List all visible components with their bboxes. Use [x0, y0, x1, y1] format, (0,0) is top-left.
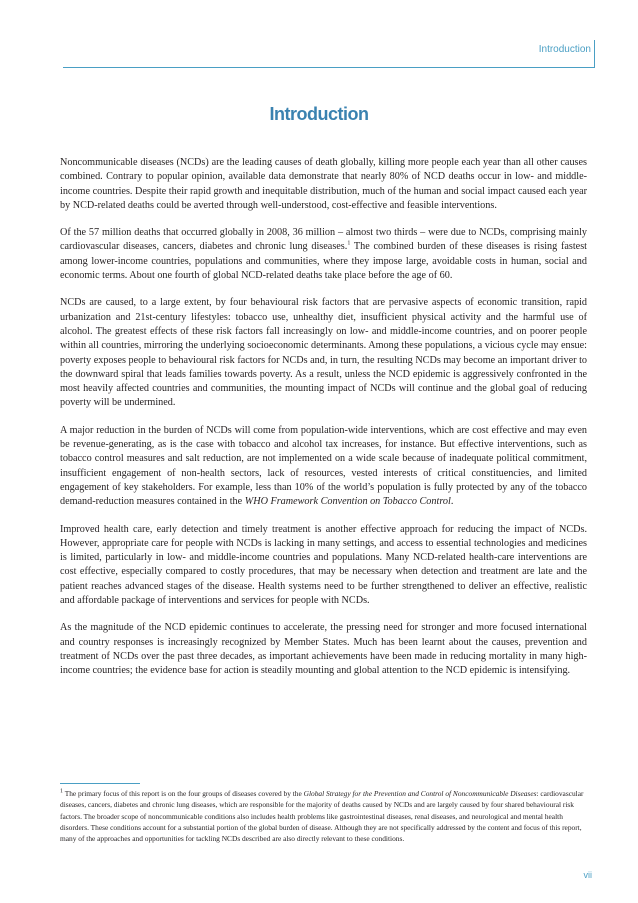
header-rule [63, 67, 594, 68]
global-strategy-title: Global Strategy for the Prevention and Control of Noncommunicable Diseases [303, 789, 537, 798]
footnote-text-a: The primary focus of this report is on the four groups of diseases covered by the [63, 789, 304, 798]
paragraph-1: Noncommunicable diseases (NCDs) are the leading causes of death globally, killing more people each year than all other causes combined. Contrary to popular opinion, available data demonstrate that nearly 80% of NCD deaths occur in low- and middle-income countries. Despite their rapid growth and inequitable distribution, much of the human and social impact caused each year by NCD-related deaths could be averted through well-understood, cost-effective and feasible interventions. [60, 157, 587, 211]
paragraph-2-text-a: Of the 57 million deaths that occurred globally in 2008, 36 million – almost two thirds – were due to NCDs, comprising mainly cardiovascular diseases, cancers, diabetes and chronic lung diseases. [60, 227, 587, 253]
paragraph-4-text-a: A major reduction in the burden of NCDs will come from population-wide interventions, which are cost effective and may even be revenue-generating, as is the case with tobacco and alcohol tax increases, for instance. But effective interventions, such as tobacco control measures and salt reduction, are not implemented on a wide scale because of inadequate political commitment, insufficient engagement of non-health sectors, lack of resources, vested interests of critical constituencies, and limited engagement of key stakeholders. For example, less than 10% of the world’s population is fully protected by any of the tobacco demand-reduction measures contained in the [60, 424, 587, 508]
running-header-title: Introduction [538, 44, 591, 55]
footnote-text-b: : cardiovascular diseases, cancers, diabetes and chronic lung diseases, which are responsible for the majority of deaths caused by NCDs and are largely caused by four shared behavioural risk factors. The broader scope of noncommunicable conditions also includes health problems like gastrointestinal diseases, renal diseases, and neurological and mental health disorders. These conditions account for a substantial portion of the global burden of disease. Although they are not specifically addressed by the content and focus of this report, many of the approaches and opportunities for tackling NCDs described are also directly relevant to these conditions. [60, 789, 584, 844]
paragraph-5: Improved health care, early detection and timely treatment is another effective approach for reducing the impact of NCDs. However, appropriate care for people with NCDs is lacking in many settings, and access to essential technologies and medicines is limited, particularly in low- and middle-income countries and populations. Many NCD-related health-care interventions are cost effective, especially compared to costly procedures, that may be necessary when detection and treatment are late and the patient reaches advanced stages of the disease. Health systems need to be further strengthened to deliver an effective, realistic and affordable package of interventions and services for people with NCDs. [60, 523, 587, 607]
paragraph-2-text-b: The combined burden of these diseases is rising fastest among lower-income countries, populations and communities, where they impose large, avoidable costs in human, social and economic terms. About one fourth of global NCD-related deaths take place before the age of 60. [60, 241, 587, 282]
body-text [60, 156, 587, 692]
paragraph-4-text-b: . [450, 496, 454, 508]
footnote-reference[interactable]: 1 [347, 241, 351, 248]
footnote-rule [60, 783, 140, 784]
page-number: vii [583, 870, 592, 880]
framework-convention-title: WHO Framework Convention on Tobacco Control [244, 496, 451, 508]
footnote-marker: 1 [60, 788, 63, 795]
paragraph-4 [60, 424, 587, 510]
paragraph-6: As the magnitude of the NCD epidemic continues to accelerate, the pressing need for stronger and more focused international and country responses is increasingly recognized by Member States. Much has been learnt about the causes, prevention and treatment of NCDs over the past three decades, as important achievements have been made in reducing mortality in many high-income countries; the evidence base for action is steadily mounting and global attention to the NCD epidemic is intensifying. [60, 622, 587, 677]
paragraph-3: NCDs are caused, to a large extent, by four behavioural risk factors that are pervasive aspects of economic transition, rapid urbanization and 21st-century lifestyles: tobacco use, unhealthy diet, insufficient physical activity and the harmful use of alcohol. The greatest effects of these risk factors fall increasingly on low- and middle-income countries, and on poorer people within all countries, mirroring the underlying socioeconomic determinants. Among these populations, a vicious cycle may ensue: poverty exposes people to behavioural risk factors for NCDs and, in turn, the resulting NCDs may become an important driver to the downward spiral that leads families towards poverty. As a result, unless the NCD epidemic is aggressively confronted in the most heavily affected countries and communities, the mounting impact of NCDs will continue and the global goal of reducing poverty will be undermined. [60, 297, 587, 409]
footnote [60, 788, 587, 844]
page-title: Introduction [269, 104, 369, 124]
paragraph-2 [60, 226, 587, 283]
header-vertical-rule [594, 40, 595, 68]
